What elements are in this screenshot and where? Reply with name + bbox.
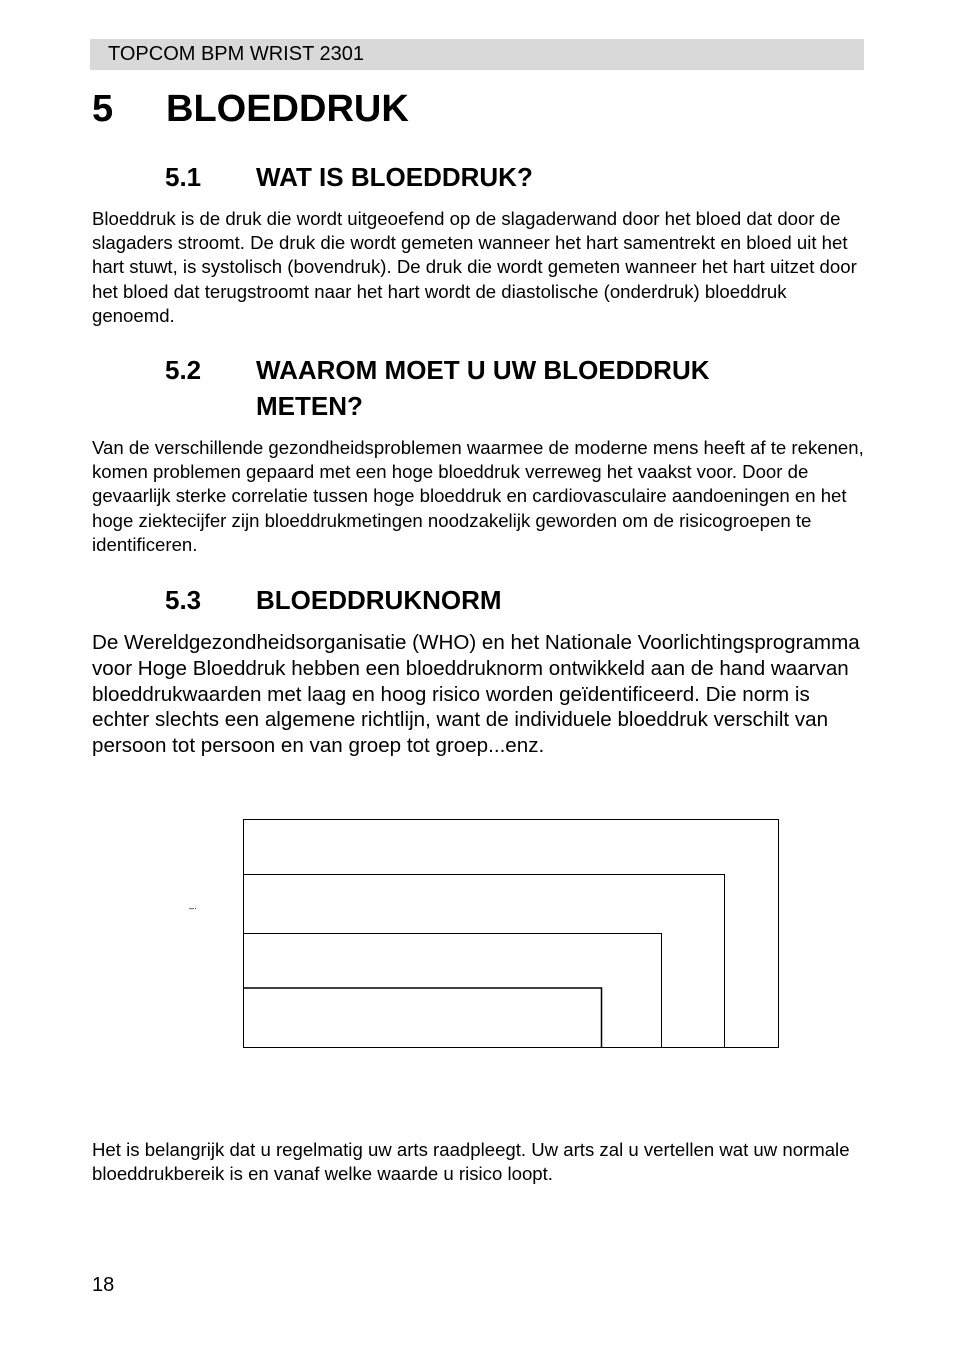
section-number: 5.1 bbox=[165, 162, 202, 192]
running-header-title: TOPCOM BPM WRIST 2301 bbox=[108, 43, 364, 65]
page-number: 18 bbox=[92, 1274, 115, 1296]
section-title: BLOEDDRUKNORM bbox=[256, 585, 502, 615]
chapter-title: BLOEDDRUK bbox=[166, 88, 409, 130]
section-title: WAAROM MOET U UW BLOEDDRUK METEN? bbox=[256, 355, 710, 421]
section-body-5-1: Bloeddruk is de druk die wordt uitgeoefend op de slagaderwand door het bloed dat door de slagaders stroomt. De druk die wordt gemeten wanneer het hart samentrekt en bloed uit het hart stuwt, is systolisch (bovendruk). De druk die wordt gemeten wanneer het hart uitzet door het bloed dat terugstroomt naar het hart wordt de diastolische (onderdruk) bloeddruk genoemd. bbox=[92, 208, 857, 326]
chapter-heading bbox=[92, 84, 409, 134]
diagram-stray-mark: –· bbox=[189, 903, 198, 913]
section-number: 5.3 bbox=[165, 585, 202, 615]
closing-paragraph: Het is belangrijk dat u regelmatig uw arts raadpleegt. Uw arts zal u vertellen wat uw normale bloeddrukbereik is en vanaf welke waarde u risico loopt. bbox=[92, 1139, 850, 1185]
section-body-5-2: Van de verschillende gezondheidsproblemen waarmee de moderne mens heeft af te rekenen, komen problemen gepaard met een hoge bloeddruk verreweg het vaakst voor. Door de gevaarlijk sterke correlatie tussen hoge bloeddruk en cardiovasculaire aandoeningen en het hoge ziektecijfer zijn bloeddrukmetingen noodzakelijk geworden om de risicogroepen te identificeren. bbox=[92, 437, 864, 555]
section-title: WAT IS BLOEDDRUK? bbox=[256, 162, 533, 192]
chapter-number: 5 bbox=[92, 88, 114, 130]
running-header bbox=[90, 39, 864, 70]
diagram-zone-border-2 bbox=[244, 934, 662, 1048]
diagram-zone-border-3 bbox=[244, 988, 602, 1048]
diagram-outer-box bbox=[244, 820, 779, 1048]
section-body-5-3: De Wereldgezondheidsorganisatie (WHO) en het Nationale Voorlichtingsprogramma voor Hoge Bloeddruk hebben een bloeddruknorm ontwikkeld aan de hand waarvan bloeddrukwaarden met laag en hoog risico worden geïdentificeerd. Die norm is echter slechts een algemene richtlijn, want de individuele bloeddruk verschilt van persoon tot persoon en van groep tot groep...enz. bbox=[92, 631, 860, 758]
diagram-zone-border-1 bbox=[244, 875, 725, 1048]
section-number: 5.2 bbox=[165, 355, 202, 385]
